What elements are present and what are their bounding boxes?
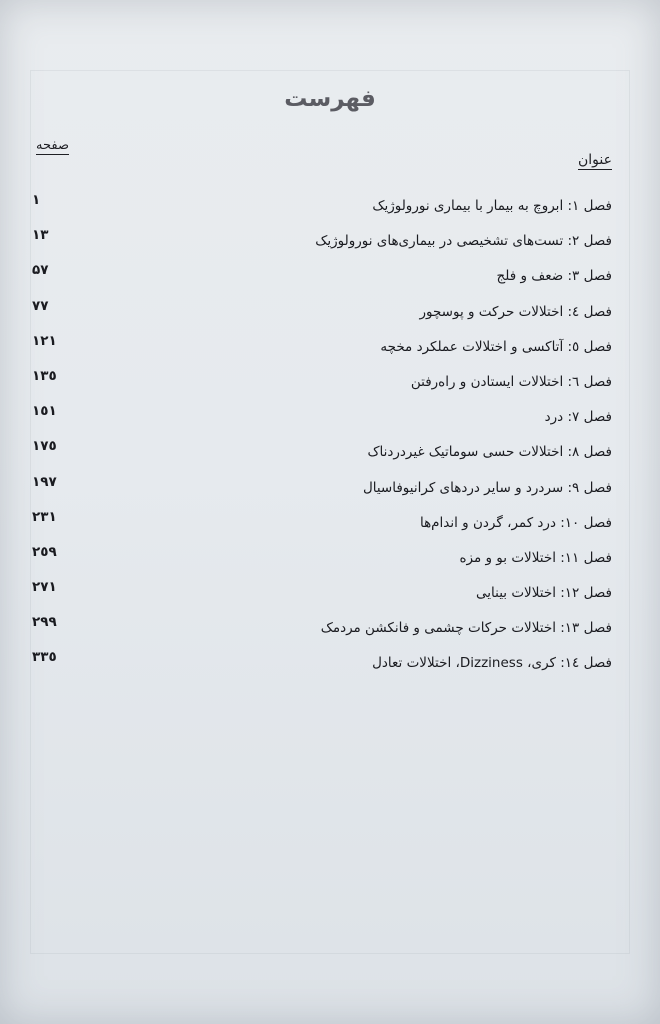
toc-entry xyxy=(28,544,612,579)
toc-entry xyxy=(28,438,612,473)
page-number: ۷۷ xyxy=(32,297,49,314)
toc-entry xyxy=(28,298,612,333)
page-number: ۱٥۱ xyxy=(32,403,57,420)
toc-entry xyxy=(28,474,612,509)
chapter-title: فصل ۳: ضعف و فلج xyxy=(496,268,612,285)
page-number: ۱۲۱ xyxy=(32,332,57,349)
toc-list xyxy=(28,192,612,685)
page-number: ۲٥۹ xyxy=(32,543,57,560)
chapter-title: فصل ۱۲: اختلالات بینایی xyxy=(476,585,612,602)
page-number: ۱۳ xyxy=(32,227,49,244)
chapter-title: فصل ۱۳: اختلالات حرکات چشمی و فانکشن مردمک xyxy=(320,620,612,637)
chapter-title: فصل ۹: سردرد و سایر دردهای کرانیوفاسیال xyxy=(362,479,612,496)
chapter-title: فصل ٥: آتاکسی و اختلالات عملکرد مخچه xyxy=(380,338,612,355)
page-number: ۱ xyxy=(32,192,41,208)
chapter-title: فصل ١٤: کری، Dizziness، اختلالات تعادل xyxy=(372,655,612,672)
page-number: ۲۷۱ xyxy=(32,579,57,596)
page-number: ۳۳٥ xyxy=(32,649,57,666)
page-number: ۱۹۷ xyxy=(32,473,57,490)
toc-entry xyxy=(28,649,612,684)
chapter-title: فصل ٤: اختلالات حرکت و پوسچور xyxy=(419,303,612,320)
chapter-title: فصل ۲: تست‌های تشخیصی در بیماری‌های نورولوژیک xyxy=(315,233,612,250)
chapter-title: فصل ۱: ابروچ به بیمار با بیماری نورولوژیک xyxy=(372,198,612,214)
chapter-title: فصل ۱۱: اختلالات بو و مزه xyxy=(459,549,612,566)
chapter-title: فصل ۸: اختلالات حسی سوماتیک غیردردناک xyxy=(367,444,612,461)
page-title: فهرست xyxy=(284,86,376,112)
column-page-label: صفحه xyxy=(36,138,69,153)
column-header-row xyxy=(28,138,612,172)
toc-entry xyxy=(28,403,612,438)
toc-entry xyxy=(28,333,612,368)
toc-entry xyxy=(28,509,612,544)
chapter-title: فصل ۷: درد xyxy=(544,409,612,426)
toc-entry xyxy=(28,262,612,297)
column-title-label: عنوان xyxy=(578,152,612,168)
chapter-title: فصل ٦: اختلالات ایستادن و راه‌رفتن xyxy=(410,373,612,390)
toc-entry xyxy=(28,614,612,649)
toc-entry xyxy=(28,579,612,614)
toc-entry xyxy=(28,192,612,227)
chapter-title: فصل ۱۰: درد کمر، گردن و اندام‌ها xyxy=(419,514,612,531)
page-number: ۲۳۱ xyxy=(32,508,57,525)
toc-entry xyxy=(28,368,612,403)
page-number: ۱۷٥ xyxy=(32,438,57,455)
page-number: ۲۹۹ xyxy=(32,614,57,631)
toc-entry xyxy=(28,227,612,262)
page-number: ۱۳٥ xyxy=(32,367,57,384)
page-number: ۵۷ xyxy=(32,262,49,279)
